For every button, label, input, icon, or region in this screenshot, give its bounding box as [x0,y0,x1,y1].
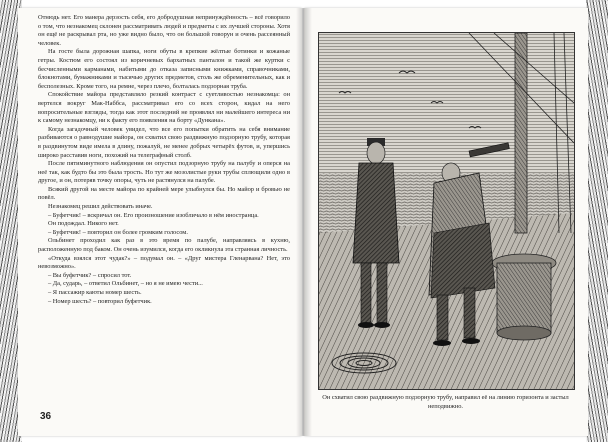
paragraph: Всякий другой на месте майора по крайней мере улыбнулся бы. Но майор и бровью не повёл. [38,185,290,202]
paragraph: – Вы буфетчик? – спросил тот. [48,271,132,279]
paragraph: Отнюдь нет. Его манера дерзость себя, его добродушная непринуждённость – всё говорило о том, что незнакомец склонен рассматривать людей и предметы с их лучшей стороны. Хотя он ещё не раскрывал рта, но уже видно было, что он большой говорун и очень рассеянный человек. [38,14,290,47]
paragraph: – Буфетчик! – вскричал он. Его произношение изобличало в нём иностранца. [48,211,259,219]
paragraph: «Откуда взялся этот чудак?» – подумал он. – «Друг мистера Гленарвана? Нет, это невозможно». [38,254,290,271]
paragraph: Когда загадочный человек увидел, что все его попытки обратить на себя внимание разбиваются о равнодушие майора, он схватил свою раздвижную подзорную трубу, которая в раздвинутом виде имела в длину, пожалуй, не менее добрых четырёх футов, и, упершись широко расставив ноги, похожий на телеграфный столб. [38,125,290,159]
paragraph: – Буфетчик! – повторил он более громким голосом. [48,228,188,236]
paragraph: На госте была дорожная шапка, ноги обуты в крепкие жёлтые ботинки и кожаные гетры. Костюм его состоял из коричневых бархатных панталон и такой же куртки с бесчисленными карманами, набитыми до отказа записными книжками, справочниками, блокнотами, бумажниками и тысячью других предметов, столь же обременительных, как и бесполезных. Кроме того, на ремне, через плечо, болталась подзорная труба. [38,48,290,90]
engraving-svg [319,33,574,389]
page-edges-right [586,0,608,442]
illustration-caption: Он схватил свою раздвижную подзорную трубу, направил её на линию горизонта и застыл неподвижно. [322,394,569,410]
paragraph: Ольбинет проходил как раз в это время по палубе, направляясь в кухню, расположенную под баком. Он очень изумился, когда его окликнула эта странная личность. [38,237,290,254]
left-page-text [38,14,290,306]
mast [515,33,527,233]
paragraph: – Номер шесть? – повторил буфетчик. [48,297,152,305]
paragraph: Спокойствие майора представляло резкий контраст с суетливостью незнакомца: он вертелся вокруг Мак-Наббса, рассматривал его со всех сторон, кидал на него вопросительные взгляды, тогда как этот последний не проявлял ни малейшего интереса ни к самому незнакомцу, ни к факту его появления на борту «Дункана». [38,91,290,125]
paragraph: Он подождал. Никого нет. [48,220,119,228]
paragraph: – Да, сударь, – ответил Ольбинет, – но я не имею чести... [48,280,203,288]
paragraph: – Я пассажир каюты номер шесть. [48,289,142,296]
engraving-illustration [318,32,575,390]
paragraph: Незнакомец решил действовать иначе. [48,203,153,211]
page-number: 36 [40,411,52,422]
paragraph: После пятиминутного наблюдения он опустил подзорную трубу на палубу и оперся на неё так, как будто бы это была трость. Но тут же мозолистые руки трубы сплющили одно в другое, и он, потеряв точку опоры, чуть не растянулся на палубе. [38,160,290,185]
